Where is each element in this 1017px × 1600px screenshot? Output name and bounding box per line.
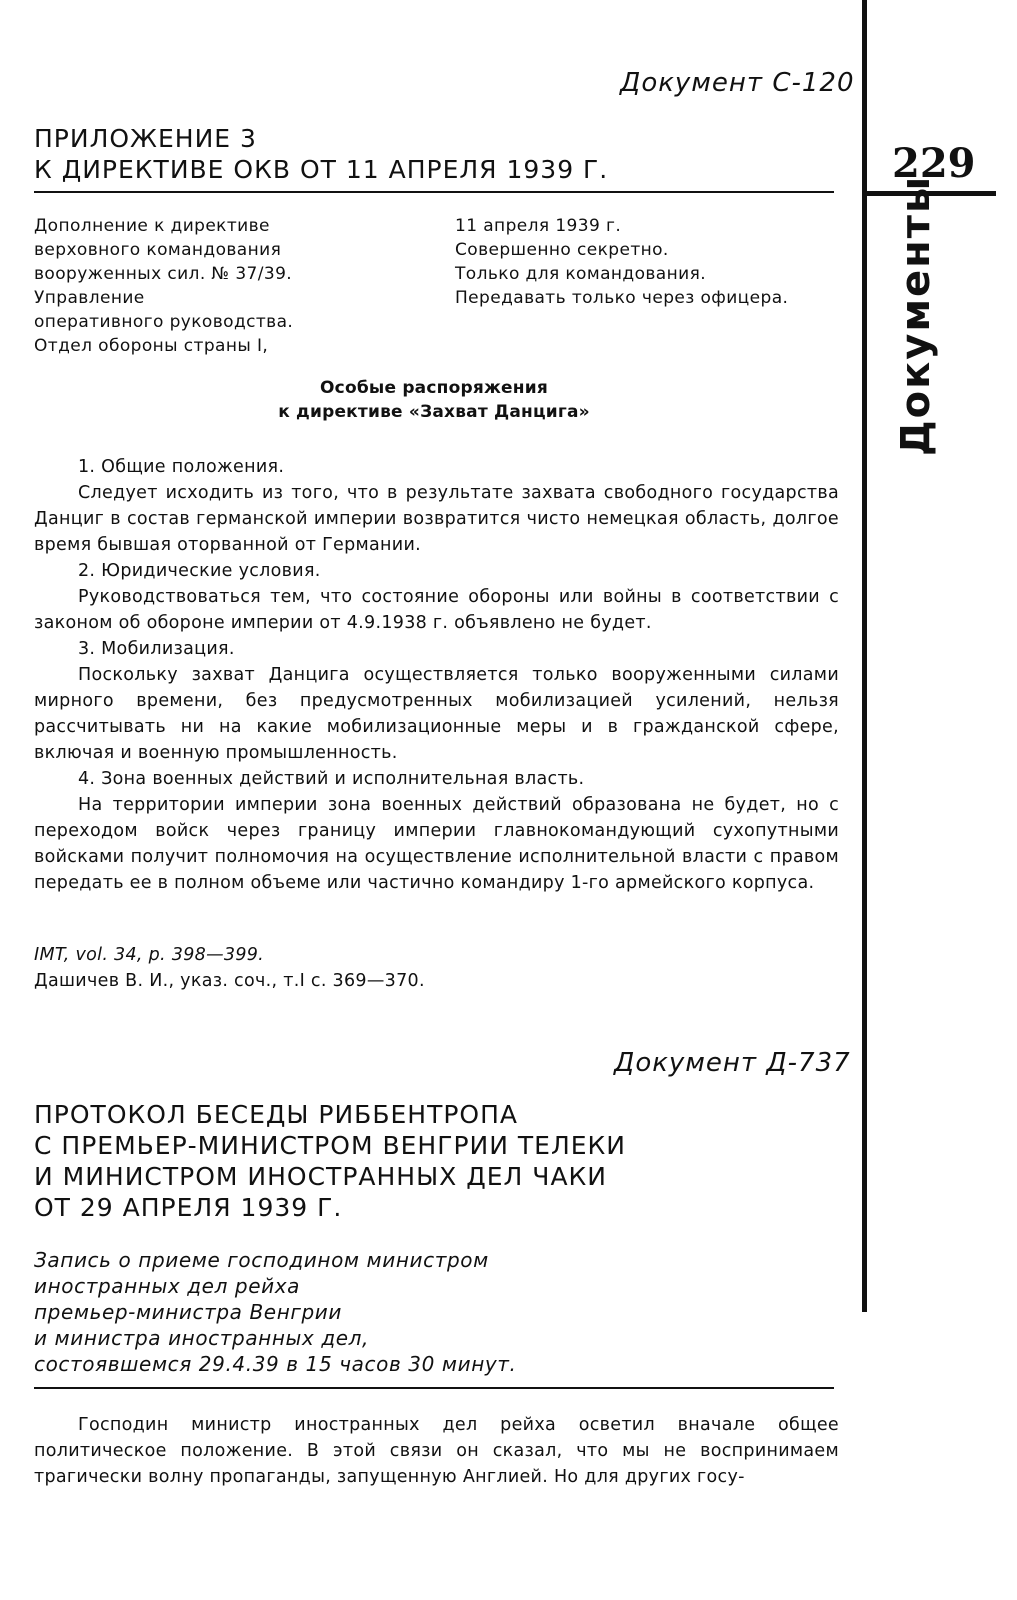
intro-line: Запись о приеме господином министром [34, 1248, 489, 1272]
heading-line: К ДИРЕКТИВЕ ОКВ ОТ 11 АПРЕЛЯ 1939 Г. [34, 155, 609, 184]
heading-rule [34, 191, 834, 193]
heading-line: И МИНИСТРОМ ИНОСТРАННЫХ ДЕЛ ЧАКИ [34, 1162, 607, 1191]
heading-line: ПРОТОКОЛ БЕСЕДЫ РИББЕНТРОПА [34, 1100, 519, 1129]
paragraph: Руководствоваться тем, что состояние обороны или войны в соответствии с законом об обороне империи от 4.9.1938 г. объявлено не будет. [34, 587, 839, 633]
header-line: Совершенно секретно. [455, 240, 669, 260]
document-body [34, 1412, 839, 1490]
paragraph: 2. Юридические условия. [78, 561, 321, 581]
intro-rule [34, 1387, 834, 1389]
citation: IMT, vol. 34, p. 398—399. [34, 945, 265, 965]
document-number: Документ С-120 [620, 68, 855, 98]
paragraph: 1. Общие положения. [78, 457, 285, 477]
citations [34, 942, 734, 994]
heading-line: ОТ 29 АПРЕЛЯ 1939 Г. [34, 1193, 343, 1222]
heading-line: С ПРЕМЬЕР-МИНИСТРОМ ВЕНГРИИ ТЕЛЕКИ [34, 1131, 626, 1160]
document-number: Документ Д-737 [614, 1048, 851, 1078]
record-intro [34, 1247, 834, 1377]
intro-line: состоявшемся 29.4.39 в 15 часов 30 минут. [34, 1352, 517, 1376]
subtitle-line: Особые распоряжения [320, 378, 548, 398]
document-body [34, 454, 839, 896]
section-label: Документы [893, 174, 939, 456]
citation: Дашичев В. И., указ. соч., т.I с. 369—370. [34, 971, 425, 991]
left-header-block [34, 214, 434, 358]
section-subtitle [34, 376, 834, 424]
intro-line: и министра иностранных дел, [34, 1326, 369, 1350]
heading-line: ПРИЛОЖЕНИЕ 3 [34, 124, 257, 153]
header-line: Отдел обороны страны I, [34, 336, 269, 356]
paragraph: На территории империи зона военных действий образована не будет, но с переходом войск через границу империи главнокомандующий сухопутными войсками получит полномочия на осуществление исполнительной власти с правом передать ее в полном объеме или частично командиру 1-го армейского корпуса. [34, 795, 839, 893]
intro-line: иностранных дел рейха [34, 1274, 301, 1298]
page-number: 229 [892, 140, 976, 187]
document-heading [34, 123, 608, 185]
intro-line: премьер-министра Венгрии [34, 1300, 342, 1324]
right-header-block [455, 214, 850, 310]
sidebar-vertical-rule [862, 0, 867, 1312]
header-line: верховного командования [34, 240, 282, 260]
paragraph: 4. Зона военных действий и исполнительная власть. [78, 769, 585, 789]
header-line: вооруженных сил. № 37/39. [34, 264, 293, 284]
header-line: 11 апреля 1939 г. [455, 216, 622, 236]
paragraph: Следует исходить из того, что в результате захвата свободного государства Данциг в состав германской империи возвратится чисто немецкая область, долгое время бывшая оторванной от Германии. [34, 483, 839, 555]
paragraph: 3. Мобилизация. [78, 639, 235, 659]
header-line: Передавать только через офицера. [455, 288, 789, 308]
subtitle-line: к директиве «Захват Данцига» [278, 402, 590, 422]
paragraph: Господин министр иностранных дел рейха осветил вначале общее политическое положение. В этой связи он сказал, что мы не воспринимаем трагически волну пропаганды, запущенную Англией. Но для других госу- [34, 1415, 839, 1487]
header-line: Только для командования. [455, 264, 707, 284]
header-line: Дополнение к директиве [34, 216, 270, 236]
paragraph: Поскольку захват Данцига осуществляется только вооруженными силами мирного времени, без предусмотренных мобилизацией усилений, нельзя рассчитывать ни на какие мобилизационные меры и в гражданской сфере, включая и военную промышленность. [34, 665, 839, 763]
header-line: оперативного руководства. [34, 312, 294, 332]
document-heading [34, 1099, 626, 1223]
header-line: Управление [34, 288, 145, 308]
